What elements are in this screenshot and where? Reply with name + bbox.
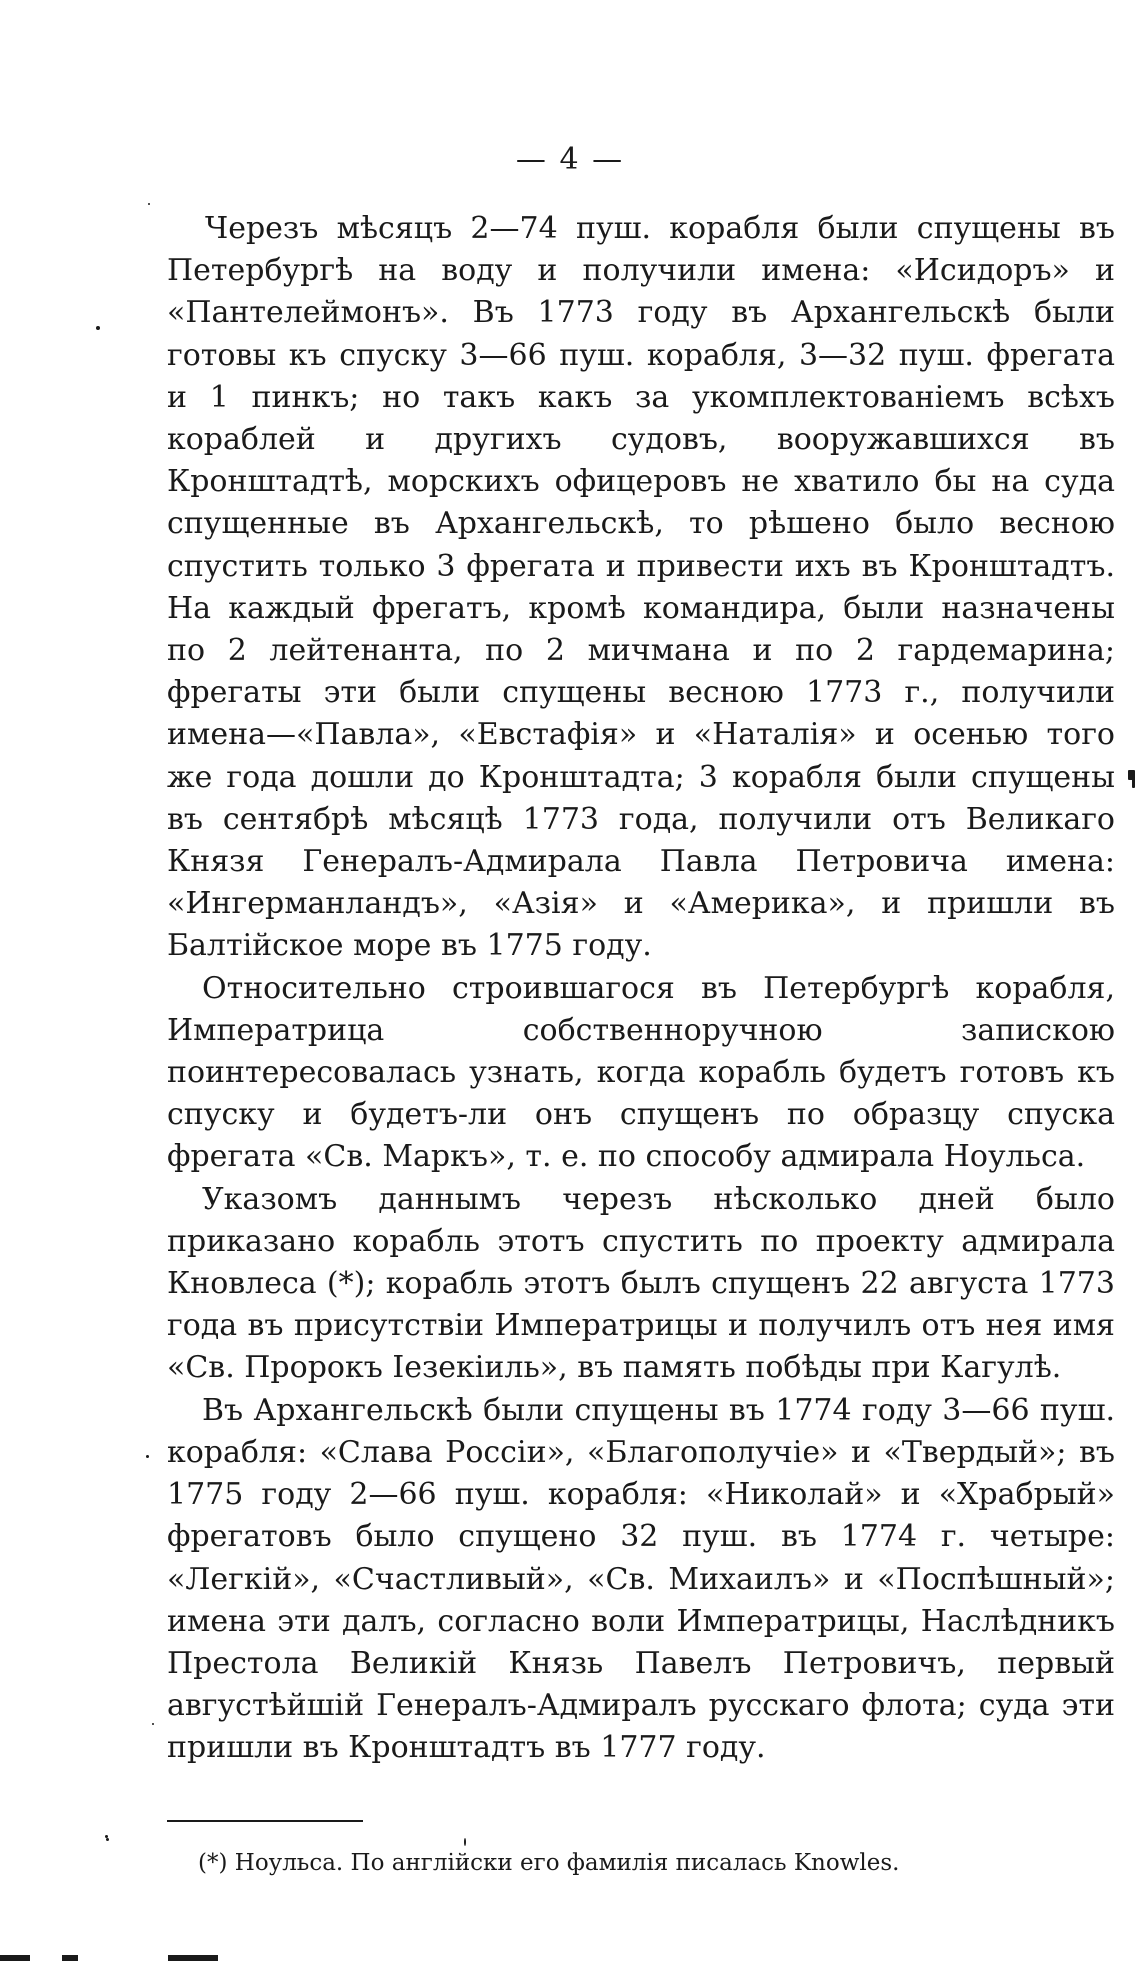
body-text: [167, 208, 1115, 1770]
scan-speck: [146, 1455, 149, 1458]
footnote-divider: [167, 1820, 363, 1822]
paragraph-3: Указомъ даннымъ черезъ нѣсколько дней было приказано корабль этотъ спустить по проекту адмирала Кновлеса (*); корабль этотъ былъ спущенъ 22 августа 1773 года въ присутствіи Императрицы и получилъ отъ нея имя «Св. Пророкъ Іезекіиль», въ память побѣды при Кагулѣ.: [167, 1181, 1115, 1386]
scan-edge-marks: [0, 1951, 1140, 1961]
scan-speck: [464, 1838, 466, 1846]
scan-speck: [105, 1835, 108, 1838]
scan-speck: [152, 1723, 154, 1725]
scan-speck: [96, 326, 100, 330]
paragraph-1: Черезъ мѣсяцъ 2—74 пуш. корабля были спущены въ Петербургѣ на воду и получили имена: «Исидоръ» и «Пантелеймонъ». Въ 1773 году въ Архангельскѣ были готовы къ спуску 3—66 пуш. корабля, 3—32 пуш. фрегата и 1 пинкъ; но такъ какъ за укомплектованіемъ всѣхъ кораблей и другихъ судовъ, вооружавшихся въ Кронштадтѣ, морскихъ офицеровъ не хватило бы на суда спущенные въ Архангельскѣ, то рѣшено было весною спустить только 3 фрегата и привести ихъ въ Кронштадтъ. На каждый фрегатъ, кромѣ командира, были назначены по 2 лейтенанта, по 2 мичмана и по 2 гардемарина; фрегаты эти были спущены весною 1773 г., получили имена—«Павла», «Евстафія» и «Наталія» и осенью того же года дошли до Кронштадта; 3 корабля были спущены въ сентябрѣ мѣсяцѣ 1773 года, получили отъ Великаго Князя Генералъ-Адмирала Павла Петровича имена: «Ингерманландъ», «Азія» и «Америка», и пришли въ Балтійское море въ 1775 году.: [167, 211, 1115, 964]
page-number: — 4 —: [515, 142, 625, 177]
scan-speck: [148, 203, 150, 205]
footnote: (*) Ноульса. По англійски его фамилія писалась Knowles.: [198, 1850, 900, 1876]
scan-speck: [1128, 770, 1134, 780]
paragraph-2: Относительно строившагося въ Петербургѣ корабля, Императрица собственноручною запискою поинтересовалась узнать, когда корабль будетъ готовъ къ спуску и будетъ-ли онъ спущенъ по образцу спуска фрегата «Св. Маркъ», т. е. по способу адмирала Ноульса.: [167, 970, 1115, 1175]
scan-speck: [106, 1838, 109, 1841]
paragraph-4: Въ Архангельскѣ были спущены въ 1774 году 3—66 пуш. корабля: «Слава Россіи», «Благополучіе» и «Твердый»; въ 1775 году 2—66 пуш. корабля: «Николай» и «Храбрый» фрегатовъ было спущено 32 пуш. въ 1774 г. четыре: «Легкій», «Счастливый», «Св. Михаилъ» и «Поспѣшный»; имена эти далъ, согласно воли Императрицы, Наслѣдникъ Престола Великій Князь Павелъ Петровичъ, первый августѣйшій Генералъ-Адмиралъ русскаго флота; суда эти пришли въ Кронштадтъ въ 1777 году.: [167, 1392, 1115, 1766]
